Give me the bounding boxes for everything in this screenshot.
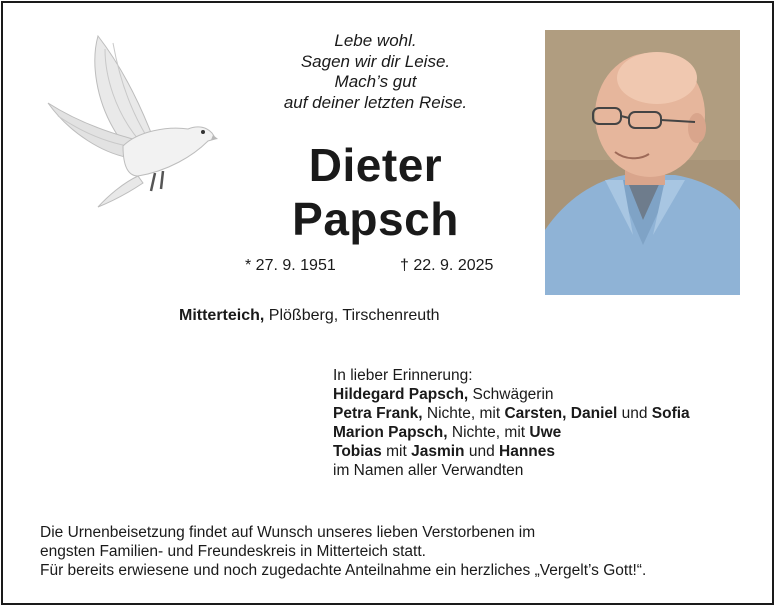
obituary-notice (1, 1, 774, 605)
mourner-line (333, 423, 690, 442)
mourner-line (333, 404, 690, 423)
mourner-line (333, 385, 690, 404)
mourner-name: Carsten, (504, 405, 567, 422)
mourner-name: Uwe (529, 424, 562, 441)
mourner-name: Tobias (333, 443, 382, 460)
mourner-text: und (617, 405, 652, 422)
place-rest: Plößberg, Tirschenreuth (264, 307, 440, 324)
poem-line: Sagen wir dir Leise. (300, 51, 451, 71)
mourner-name: Hannes (499, 443, 555, 460)
mourner-text: Nichte, mit (422, 405, 505, 422)
poem-line: Mach’s gut (334, 72, 417, 91)
mourner-text: Nichte, mit (447, 424, 530, 441)
mourner-name: Jasmin (411, 443, 465, 460)
mourner-name: Marion Papsch, (333, 424, 448, 441)
mourner-text: und (464, 443, 499, 460)
farewell-poem (258, 31, 493, 113)
mourner-name: Daniel (570, 405, 618, 422)
mourner-name: Petra Frank, (333, 405, 423, 422)
poem-line: auf deiner letzten Reise. (283, 92, 468, 112)
first-name: Dieter (308, 139, 443, 191)
portrait-illustration (545, 30, 740, 295)
place-line (179, 307, 440, 325)
birth-date: * 27. 9. 1951 (245, 257, 336, 274)
notice-line: Die Urnenbeisetzung findet auf Wunsch unseres lieben Verstorbenen im (40, 524, 536, 541)
mourner-text: Schwägerin (468, 386, 554, 403)
place-main: Mitterteich, (179, 307, 265, 324)
mourner-name: Hildegard Papsch, (333, 386, 469, 403)
notice-line: Für bereits erwiesene und noch zugedachte Anteilnahme ein herzliches „Vergelt’s Gott!“. (40, 562, 647, 579)
mourners-list (333, 366, 690, 480)
notice-line: engsten Familien- und Freundeskreis in Mitterteich statt. (40, 543, 426, 560)
mourner-text: mit (381, 443, 412, 460)
dove-icon (43, 31, 218, 209)
mourner-line (333, 442, 690, 461)
portrait-photo (545, 30, 740, 295)
mourner-name: Sofia (651, 405, 690, 422)
mourners-intro: In lieber Erinnerung: (333, 367, 473, 384)
death-date: † 22. 9. 2025 (400, 257, 494, 274)
last-name: Papsch (292, 193, 459, 245)
funeral-notice (40, 523, 646, 580)
poem-line: Lebe wohl. (334, 31, 417, 50)
mourners-closing: im Namen aller Verwandten (333, 462, 524, 479)
